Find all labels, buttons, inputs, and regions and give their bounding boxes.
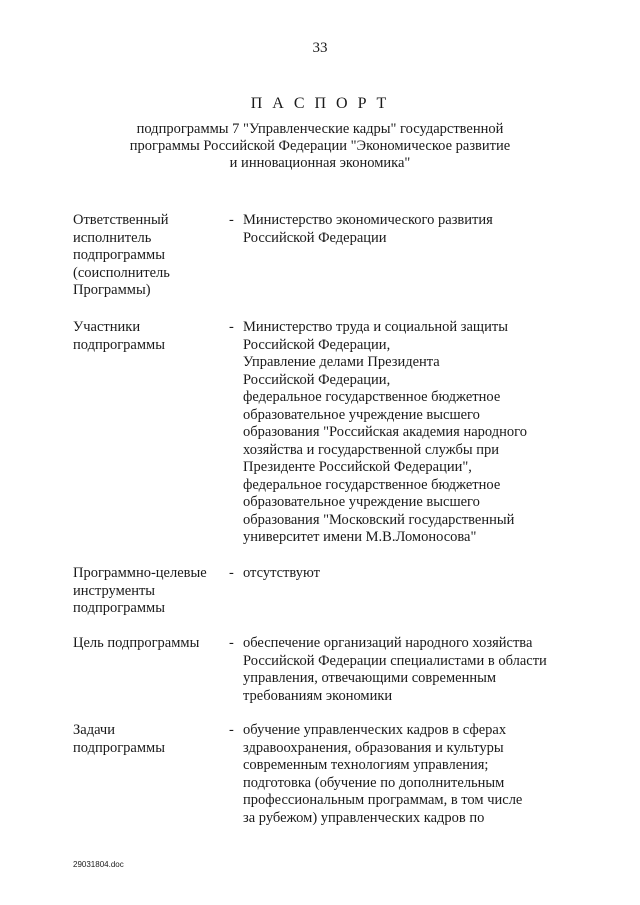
- row-value: [243, 565, 573, 583]
- value-line: профессиональным программам, в том числе: [243, 792, 523, 808]
- row-dash: -: [229, 722, 234, 738]
- row-label: [73, 722, 233, 757]
- value-line: управления, отвечающими современным: [243, 670, 497, 686]
- value-line: современным технологиям управления;: [243, 757, 489, 773]
- label-line: подпрограммы: [73, 600, 165, 616]
- value-line: Министерство труда и социальной защиты: [243, 319, 508, 335]
- passport-table: [0, 212, 640, 832]
- label-line: Задачи: [73, 722, 115, 738]
- row-label: [73, 635, 233, 653]
- value-line: Российской Федерации: [243, 229, 387, 246]
- label-line: подпрограммы: [73, 247, 165, 263]
- value-line: образования "Российская академия народного: [243, 424, 527, 440]
- label-line: Программы): [73, 282, 151, 298]
- value-line: за рубежом) управленческих кадров по: [243, 809, 485, 826]
- value-line: Президенте Российской Федерации",: [243, 459, 472, 475]
- value-line: отсутствуют: [243, 565, 320, 581]
- row-dash: -: [229, 565, 234, 581]
- value-line: образовательное учреждение высшего: [243, 406, 480, 423]
- value-line: Российской Федерации,: [243, 336, 391, 353]
- value-line: здравоохранения, образования и культуры: [243, 739, 504, 756]
- label-line: подпрограммы: [73, 336, 165, 353]
- row-label: [73, 319, 233, 354]
- row-responsible-executor: [0, 212, 640, 319]
- value-line: хозяйства и государственной службы при: [243, 441, 500, 458]
- value-line: федеральное государственное бюджетное: [243, 476, 501, 493]
- row-tasks: [0, 722, 640, 832]
- label-line: подпрограммы: [73, 739, 165, 756]
- value-line: подготовка (обучение по дополнительным: [243, 774, 505, 791]
- subtitle-line: и инновационная экономика": [229, 155, 411, 171]
- value-line: федеральное государственное бюджетное: [243, 389, 501, 405]
- document-subtitle: [100, 121, 540, 172]
- row-goal: [0, 635, 640, 722]
- value-line: Российской Федерации специалистами в области: [243, 652, 547, 669]
- value-line: образования "Московский государственный: [243, 511, 515, 528]
- page-number: 33: [312, 40, 328, 56]
- row-label: [73, 565, 233, 618]
- row-dash: -: [229, 319, 234, 335]
- value-line: требованиям экономики: [243, 687, 393, 704]
- row-participants: [0, 319, 640, 565]
- value-line: университет имени М.В.Ломоносова": [243, 529, 477, 545]
- subtitle-line: подпрограммы 7 "Управленческие кадры" государственной: [136, 121, 504, 137]
- label-line: Ответственный: [73, 212, 169, 228]
- value-line: обеспечение организаций народного хозяйства: [243, 635, 533, 651]
- document-title: П А С П О Р Т: [250, 95, 390, 112]
- label-line: Участники: [73, 319, 141, 335]
- row-dash: -: [229, 635, 234, 651]
- label-line: Цель подпрограммы: [73, 635, 200, 651]
- footer-file-code: 29031804.doc: [73, 860, 124, 869]
- row-label: [73, 212, 233, 300]
- row-program-instruments: [0, 565, 640, 635]
- value-line: образовательное учреждение высшего: [243, 494, 480, 510]
- label-line: исполнитель: [73, 229, 152, 246]
- subtitle-line: программы Российской Федерации "Экономическое развитие: [129, 138, 511, 154]
- label-line: (соисполнитель: [73, 264, 170, 281]
- row-value: [243, 635, 573, 705]
- label-line: инструменты: [73, 582, 156, 599]
- row-value: [243, 722, 573, 827]
- row-value: [243, 319, 573, 547]
- value-line: обучение управленческих кадров в сферах: [243, 722, 507, 738]
- value-line: Российской Федерации,: [243, 371, 391, 388]
- label-line: Программно-целевые: [73, 565, 207, 581]
- row-dash: -: [229, 212, 234, 228]
- value-line: Министерство экономического развития: [243, 212, 493, 228]
- row-value: [243, 212, 573, 247]
- value-line: Управление делами Президента: [243, 354, 440, 370]
